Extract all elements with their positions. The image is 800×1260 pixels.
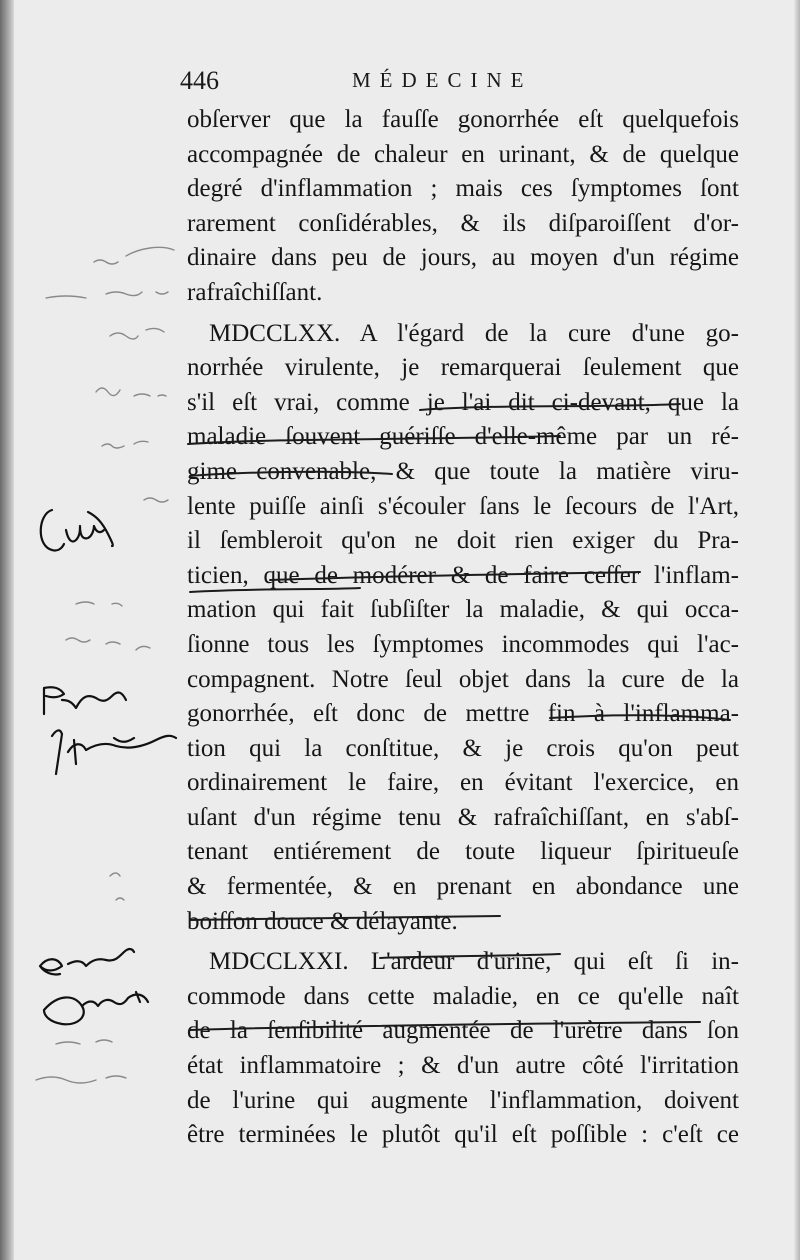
handwritten-margin-notes (16, 0, 191, 1260)
page-edge (794, 0, 800, 1260)
margin-scribbles-drawing (16, 0, 191, 1260)
text-line: compagnent. Notre ſeul objet dans la cure de la (187, 665, 739, 693)
text-line: dinaire dans peu de jours, au moyen d'un régime (187, 244, 739, 272)
text-line: boiſſon douce & délayante. (187, 907, 458, 935)
page-header (180, 66, 740, 106)
text-line: commode dans cette maladie, en ce qu'elle naît (187, 982, 739, 1010)
text-line: rarement conſidérables, & ils diſparoiſſent d'or- (187, 209, 739, 237)
text-line: uſant d'un régime tenu & rafraîchiſſant, en s'abſ- (187, 803, 739, 831)
text-line: de l'urine qui augmente l'inflammation, doivent (187, 1086, 739, 1114)
text-line: lente puiſſe ainſi s'écouler ſans le ſecours de l'Art, (187, 492, 739, 520)
running-head: MÉDECINE (352, 68, 533, 92)
text-line: mation qui fait ſubſiſter la maladie, & qui occa- (187, 596, 739, 624)
text-line: ſionne tous les ſymptomes incommodes qui l'ac- (187, 630, 739, 658)
page-number: 446 (180, 66, 219, 95)
text-line: de la ſenſibilité augmentée de l'urètre dans ſon (187, 1017, 739, 1045)
paragraph-start-mdcclxxi: MDCCLXXI. L'ardeur d'urine, qui eſt ſi in- (209, 948, 739, 976)
text-line: il ſembleroit qu'on ne doit rien exiger du Pra- (187, 527, 739, 555)
text-line: norrhée virulente, je remarquerai ſeulement que (187, 354, 739, 382)
text-line: obſerver que la fauſſe gonorrhée eſt quelquefois (187, 106, 739, 133)
text-line: maladie ſouvent guériſſe d'elle-même par un ré- (187, 423, 739, 451)
text-line: état inflammatoire ; & d'un autre côté l'irritation (187, 1052, 739, 1080)
text-line: être terminées le plutôt qu'il eſt poſſible : c'eſt ce (187, 1121, 739, 1149)
text-line: s'il eſt vrai, comme je l'ai dit ci-devant, que la (187, 388, 739, 416)
text-line: tion qui la conſtitue, & je crois qu'on peut (187, 734, 739, 762)
text-line: ordinairement le faire, en évitant l'exercice, en (187, 769, 739, 797)
text-line: accompagnée de chaleur en urinant, & de quelque (187, 140, 739, 168)
text-line: gonorrhée, eſt donc de mettre fin à l'inflamma- (187, 700, 739, 728)
text-line: degré d'inflammation ; mais ces ſymptomes ſont (187, 175, 739, 203)
text-line: tenant entiérement de toute liqueur ſpiritueuſe (187, 838, 739, 866)
binding-shadow (0, 0, 14, 1260)
text-line: gime convenable, & que toute la matière viru- (187, 457, 739, 485)
text-line: rafraîchiſſant. (187, 278, 323, 306)
body-text (187, 103, 739, 1153)
text-line: & fermentée, & en prenant en abondance une (187, 873, 739, 901)
text-line: ticien, que de modérer & de faire ceſſer l'inflam- (187, 561, 739, 589)
paragraph-start-mdcclxx: MDCCLXX. A l'égard de la cure d'une go- (209, 319, 739, 347)
